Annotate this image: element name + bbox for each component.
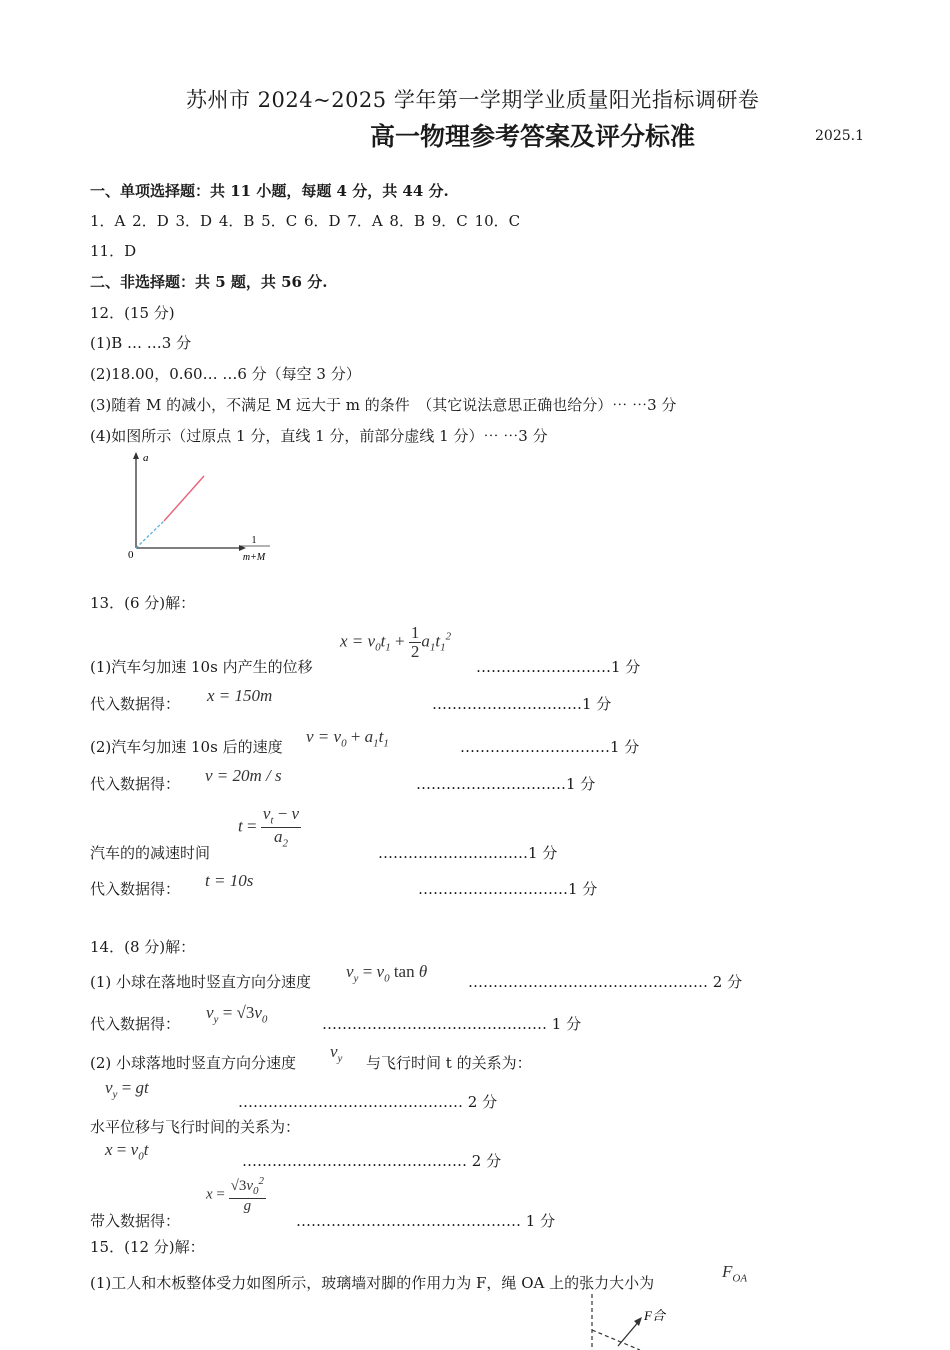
- q15-force-figure: [570, 1290, 690, 1350]
- paper-title: 苏州市 2024~2025 学年第一学期学业质量阳光指标调研卷: [186, 88, 760, 112]
- q14-formula-vy-tan: $v_y = v_0$ tan θ: [346, 962, 428, 985]
- q12-part3: (3)随着 M 的减小，不满足 M 远大于 m 的条件 （其它说法意思正确也给分）⋯ ⋯3 分: [90, 396, 677, 414]
- q14-line3b: 与飞行时间 t 的关系为：: [366, 1054, 532, 1072]
- q13-formula-v20: v = 20m / s: [205, 766, 282, 785]
- q13-formula-time: t = $\frac{v_t - v}{a_2}$: [238, 804, 300, 850]
- q13-line3-score: …………………………1 分: [460, 738, 640, 756]
- q13-line6: 代入数据得：: [90, 880, 181, 898]
- q13-formula-x150: x = 150m: [207, 686, 273, 705]
- figure-arrowhead: [634, 1317, 642, 1326]
- q14-line6-score: ……………………………………… 2 分: [242, 1152, 502, 1170]
- q13-line1-score: ………………………1 分: [476, 658, 641, 676]
- q13-line4-score: …………………………1 分: [416, 775, 596, 793]
- q14-line1: (1) 小球在落地时竖直方向分速度: [90, 973, 312, 991]
- q13-line5: 汽车的的减速时间: [90, 844, 211, 862]
- q13-line1: (1)汽车匀加速 10s 内产生的位移: [90, 658, 313, 676]
- figure-label-fhe: F合: [644, 1308, 665, 1323]
- q14-line2-score: ……………………………………… 1 分: [322, 1015, 582, 1033]
- mc-answers-line2: 11．D: [90, 242, 137, 260]
- q14-formula-vy-gt: $v_y$ = gt: [105, 1078, 149, 1101]
- q12-title: 12．(15 分): [90, 304, 175, 322]
- mc-answers-line1: 1．A 2．D 3．D 4．B 5．C 6．D 7．A 8．B 9．C 10．C: [90, 212, 521, 230]
- q13-line2: 代入数据得：: [90, 695, 181, 713]
- q14-line7-score: ……………………………………… 1 分: [296, 1212, 556, 1230]
- q14-line7: 带入数据得：: [90, 1212, 181, 1230]
- paper-date: 2025.1: [815, 128, 864, 144]
- q13-formula-displacement: $x = v_0t_1$ + $\frac{1}{2}$ $a_1t_1^2$: [340, 623, 452, 661]
- q14-formula-x-result: x = $\frac{√3v_0^2}{g}$: [206, 1175, 265, 1214]
- graph-x-label-num: 1: [251, 535, 257, 546]
- q13-line6-score: …………………………1 分: [418, 880, 598, 898]
- graph-solid-line: [164, 476, 204, 521]
- q12-part1: (1)B … …3 分: [90, 334, 192, 352]
- q13-line2-score: …………………………1 分: [432, 695, 612, 713]
- graph-dashed-segment: [136, 521, 164, 548]
- q14-line1-score: ………………………………………… 2 分: [468, 973, 743, 991]
- q15-title: 15．(12 分)解：: [90, 1238, 205, 1256]
- q14-title: 14．(8 分)解：: [90, 938, 196, 956]
- q14-line2: 代入数据得：: [90, 1015, 181, 1033]
- q13-line5-score: …………………………1 分: [378, 844, 558, 862]
- q15-line1: (1)工人和木板整体受力如图所示，玻璃墙对脚的作用力为 F，绳 OA 上的张力大小为: [90, 1274, 655, 1292]
- q13-line3: (2)汽车匀加速 10s 后的速度: [90, 738, 283, 756]
- q14-formula-x-v0t: $x = v_0t$: [105, 1140, 149, 1163]
- q12-graph: [122, 450, 282, 570]
- graph-y-arrow: [133, 452, 139, 459]
- graph-y-label: a: [143, 452, 149, 464]
- q12-part2: (2)18.00，0.60… …6 分（每空 3 分）: [90, 365, 361, 383]
- q14-formula-vy-sqrt: $v_y = √3v_0$: [206, 1003, 268, 1026]
- q13-formula-t10: t = 10s: [205, 871, 254, 890]
- q12-part4: (4)如图所示（过原点 1 分，直线 1 分，前部分虚线 1 分）⋯ ⋯3 分: [90, 427, 548, 445]
- graph-x-label-den: m+M: [242, 552, 266, 563]
- paper-subtitle: 高一物理参考答案及评分标准: [370, 122, 696, 151]
- q13-line4: 代入数据得：: [90, 775, 181, 793]
- section2-heading: 二、非选择题：共 5 题，共 56 分.: [90, 273, 328, 291]
- q13-title: 13．(6 分)解：: [90, 594, 196, 612]
- section1-heading: 一、单项选择题：共 11 小题，每题 4 分，共 44 分.: [90, 182, 449, 200]
- q14-line4-score: ……………………………………… 2 分: [238, 1093, 498, 1111]
- figure-resultant-arrow: [618, 1320, 640, 1346]
- figure-dashed-rope: [592, 1330, 640, 1350]
- q13-formula-velocity: $v = v_0 + a_1t_1$: [306, 727, 389, 750]
- q15-formula-foa: $F_{OA}$: [722, 1262, 748, 1285]
- q14-formula-vy-symbol: $v_y$: [330, 1042, 343, 1065]
- graph-origin-label: 0: [128, 549, 134, 561]
- q14-line5: 水平位移与飞行时间的关系为：: [90, 1118, 301, 1136]
- q14-line3a: (2) 小球落地时竖直方向分速度: [90, 1054, 297, 1072]
